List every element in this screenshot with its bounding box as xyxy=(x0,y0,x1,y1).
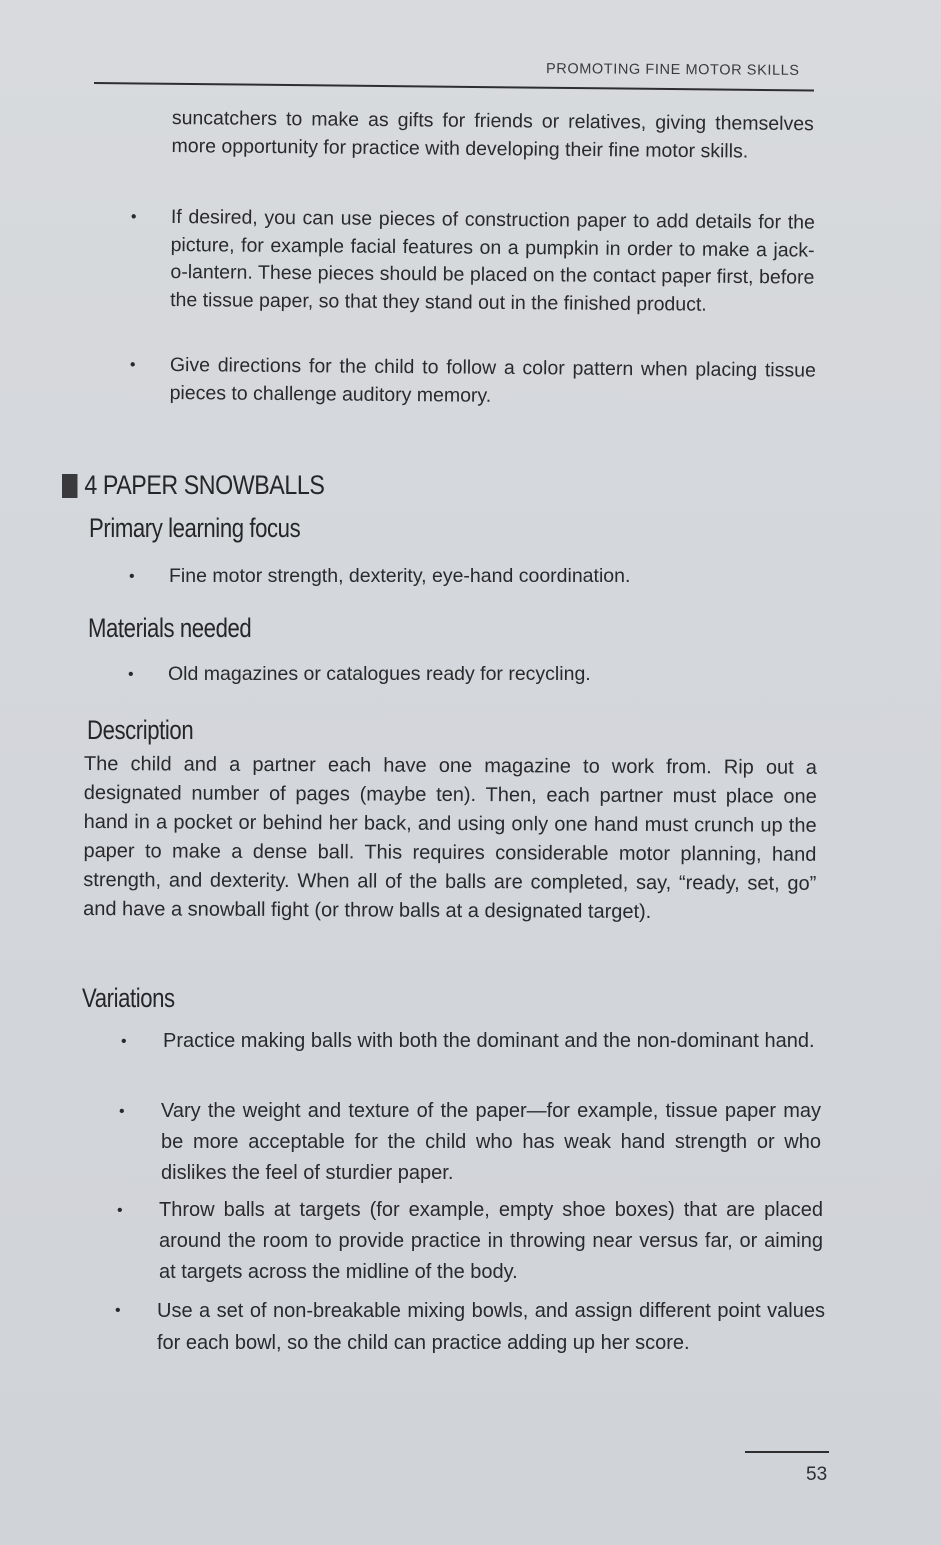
list-item xyxy=(129,563,769,591)
running-head: PROMOTING FINE MOTOR SKILLS xyxy=(545,61,800,79)
list-item xyxy=(130,204,815,320)
list-item-text: Fine motor strength, dexterity, eye-hand coordination. xyxy=(169,565,631,587)
bullet-icon: • xyxy=(115,1302,121,1319)
activity-title-text: 4 PAPER SNOWBALLS xyxy=(84,470,325,500)
bullet-icon: • xyxy=(129,356,136,374)
list-item-text: Practice making balls with both the dominant and the non-dominant hand. xyxy=(163,1030,815,1052)
list-item-text: If desired, you can use pieces of construction paper to add details for the picture, for example facial features on a pumpkin in order to make a jack-o-lantern. These pieces should be placed on the contact paper first, before the tissue paper, so that they stand out in the finished product. xyxy=(170,205,815,316)
continuation-paragraph: suncatchers to make as gifts for friends or relatives, giving themselves more opportunity for practice with developing their fine motor skills. xyxy=(171,106,814,163)
list-item xyxy=(121,1026,818,1057)
list-item-text: Old magazines or catalogues ready for recycling. xyxy=(168,663,591,685)
list-item-text: Vary the weight and texture of the paper—for example, tissue paper may be more acceptable for the child who has weak hand strength or who dislikes the feel of sturdier paper. xyxy=(161,1100,821,1184)
header-rule xyxy=(94,82,814,92)
bullet-icon: • xyxy=(128,666,134,683)
activity-title xyxy=(62,470,324,501)
list-item xyxy=(117,1195,823,1288)
bullet-icon: • xyxy=(130,208,137,226)
page-number: 53 xyxy=(806,1464,828,1485)
primary-focus-heading: Primary learning focus xyxy=(89,513,301,543)
footer-rule xyxy=(745,1451,829,1453)
list-item-text: Give directions for the child to follow a color pattern when placing tissue pieces to challenge auditory memory. xyxy=(169,353,816,407)
list-item-text: Throw balls at targets (for example, empty shoe boxes) that are placed around the room to provide practice in throwing near versus far, or aiming at targets across the midline of the body. xyxy=(159,1199,823,1283)
description-paragraph: The child and a partner each have one magazine to work from. Rip out a designated number of pages (maybe ten). Then, each partner must place one hand in a pocket or behind her back, and using only one hand must crunch up the paper to make a dense ball. This requires considerable motor planning, hand strength, and dexterity. When all of the balls are completed, say, “ready, set, go” and have a snowball fight (or throw balls at a designated target). xyxy=(83,752,817,923)
list-item-text: Use a set of non-breakable mixing bowls, and assign different point values for each bowl, so the child can practice adding up her score. xyxy=(157,1300,825,1354)
list-item xyxy=(119,1096,821,1189)
variations-heading: Variations xyxy=(82,983,175,1013)
list-item xyxy=(115,1295,825,1359)
bullet-icon: • xyxy=(119,1103,125,1120)
description-heading: Description xyxy=(87,715,194,745)
bullet-icon: • xyxy=(129,568,135,585)
materials-heading: Materials needed xyxy=(88,613,252,643)
list-item xyxy=(129,352,816,413)
list-item xyxy=(128,661,768,689)
bullet-icon: • xyxy=(117,1202,123,1219)
bullet-icon: • xyxy=(121,1033,127,1050)
square-marker-icon xyxy=(62,474,77,498)
